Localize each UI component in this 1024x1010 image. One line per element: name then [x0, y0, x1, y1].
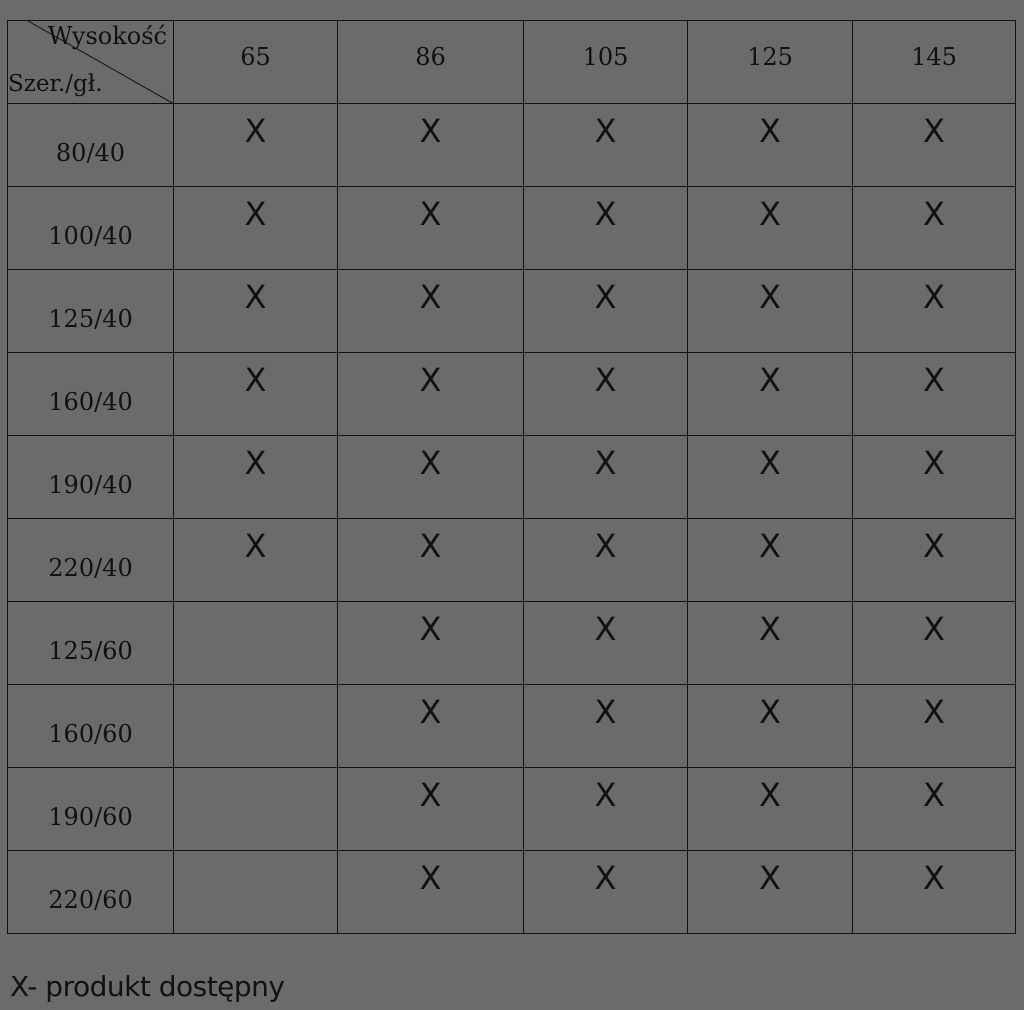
availability-mark: X	[688, 353, 853, 436]
availability-mark: X	[174, 187, 338, 270]
legend-text: X- produkt dostępny	[10, 970, 285, 1003]
header-row	[8, 21, 1016, 104]
row-header: 220/60	[8, 851, 174, 934]
table-row	[8, 436, 1016, 519]
row-header: 125/60	[8, 602, 174, 685]
availability-mark: X	[524, 436, 688, 519]
row-header: 160/60	[8, 685, 174, 768]
corner-cell	[8, 21, 174, 104]
availability-mark: X	[853, 353, 1016, 436]
availability-mark: X	[688, 685, 853, 768]
availability-mark: X	[688, 851, 853, 934]
availability-mark: X	[853, 768, 1016, 851]
availability-mark: X	[338, 851, 524, 934]
width-depth-axis-label: Szer./gł.	[8, 71, 103, 97]
availability-table	[7, 20, 1016, 934]
availability-mark: X	[524, 353, 688, 436]
availability-mark: X	[338, 270, 524, 353]
table-row	[8, 519, 1016, 602]
availability-mark: X	[174, 104, 338, 187]
column-header: 125	[688, 21, 853, 104]
table-row	[8, 104, 1016, 187]
availability-mark: X	[338, 436, 524, 519]
availability-mark: X	[174, 519, 338, 602]
availability-mark: X	[524, 187, 688, 270]
availability-mark: X	[524, 768, 688, 851]
row-header: 80/40	[8, 104, 174, 187]
column-header: 105	[524, 21, 688, 104]
availability-mark: X	[524, 851, 688, 934]
availability-mark: X	[524, 519, 688, 602]
availability-mark: X	[853, 270, 1016, 353]
availability-mark: X	[853, 436, 1016, 519]
availability-mark: X	[338, 104, 524, 187]
empty-cell	[174, 685, 338, 768]
row-header: 125/40	[8, 270, 174, 353]
table-row	[8, 270, 1016, 353]
table-row	[8, 685, 1016, 768]
availability-mark: X	[853, 519, 1016, 602]
availability-mark: X	[174, 436, 338, 519]
availability-mark: X	[853, 602, 1016, 685]
availability-mark: X	[688, 519, 853, 602]
column-header: 65	[174, 21, 338, 104]
availability-mark: X	[524, 270, 688, 353]
availability-mark: X	[688, 436, 853, 519]
availability-mark: X	[524, 104, 688, 187]
availability-mark: X	[853, 187, 1016, 270]
availability-mark: X	[688, 768, 853, 851]
empty-cell	[174, 602, 338, 685]
availability-mark: X	[338, 187, 524, 270]
availability-mark: X	[688, 602, 853, 685]
row-header: 220/40	[8, 519, 174, 602]
table-row	[8, 768, 1016, 851]
table-row	[8, 353, 1016, 436]
availability-mark: X	[688, 187, 853, 270]
availability-mark: X	[524, 685, 688, 768]
availability-mark: X	[174, 270, 338, 353]
availability-mark: X	[174, 353, 338, 436]
height-axis-label: Wysokość	[47, 22, 167, 50]
availability-mark: X	[524, 602, 688, 685]
row-header: 160/40	[8, 353, 174, 436]
table-row	[8, 187, 1016, 270]
availability-mark: X	[338, 685, 524, 768]
row-header: 190/60	[8, 768, 174, 851]
availability-mark: X	[853, 685, 1016, 768]
row-header: 100/40	[8, 187, 174, 270]
table-row	[8, 851, 1016, 934]
availability-mark: X	[853, 851, 1016, 934]
availability-mark: X	[338, 602, 524, 685]
availability-mark: X	[338, 519, 524, 602]
table-row	[8, 602, 1016, 685]
empty-cell	[174, 851, 338, 934]
availability-mark: X	[688, 104, 853, 187]
availability-mark: X	[338, 768, 524, 851]
column-header: 86	[338, 21, 524, 104]
availability-mark: X	[338, 353, 524, 436]
empty-cell	[174, 768, 338, 851]
availability-mark: X	[688, 270, 853, 353]
availability-mark: X	[853, 104, 1016, 187]
row-header: 190/40	[8, 436, 174, 519]
column-header: 145	[853, 21, 1016, 104]
